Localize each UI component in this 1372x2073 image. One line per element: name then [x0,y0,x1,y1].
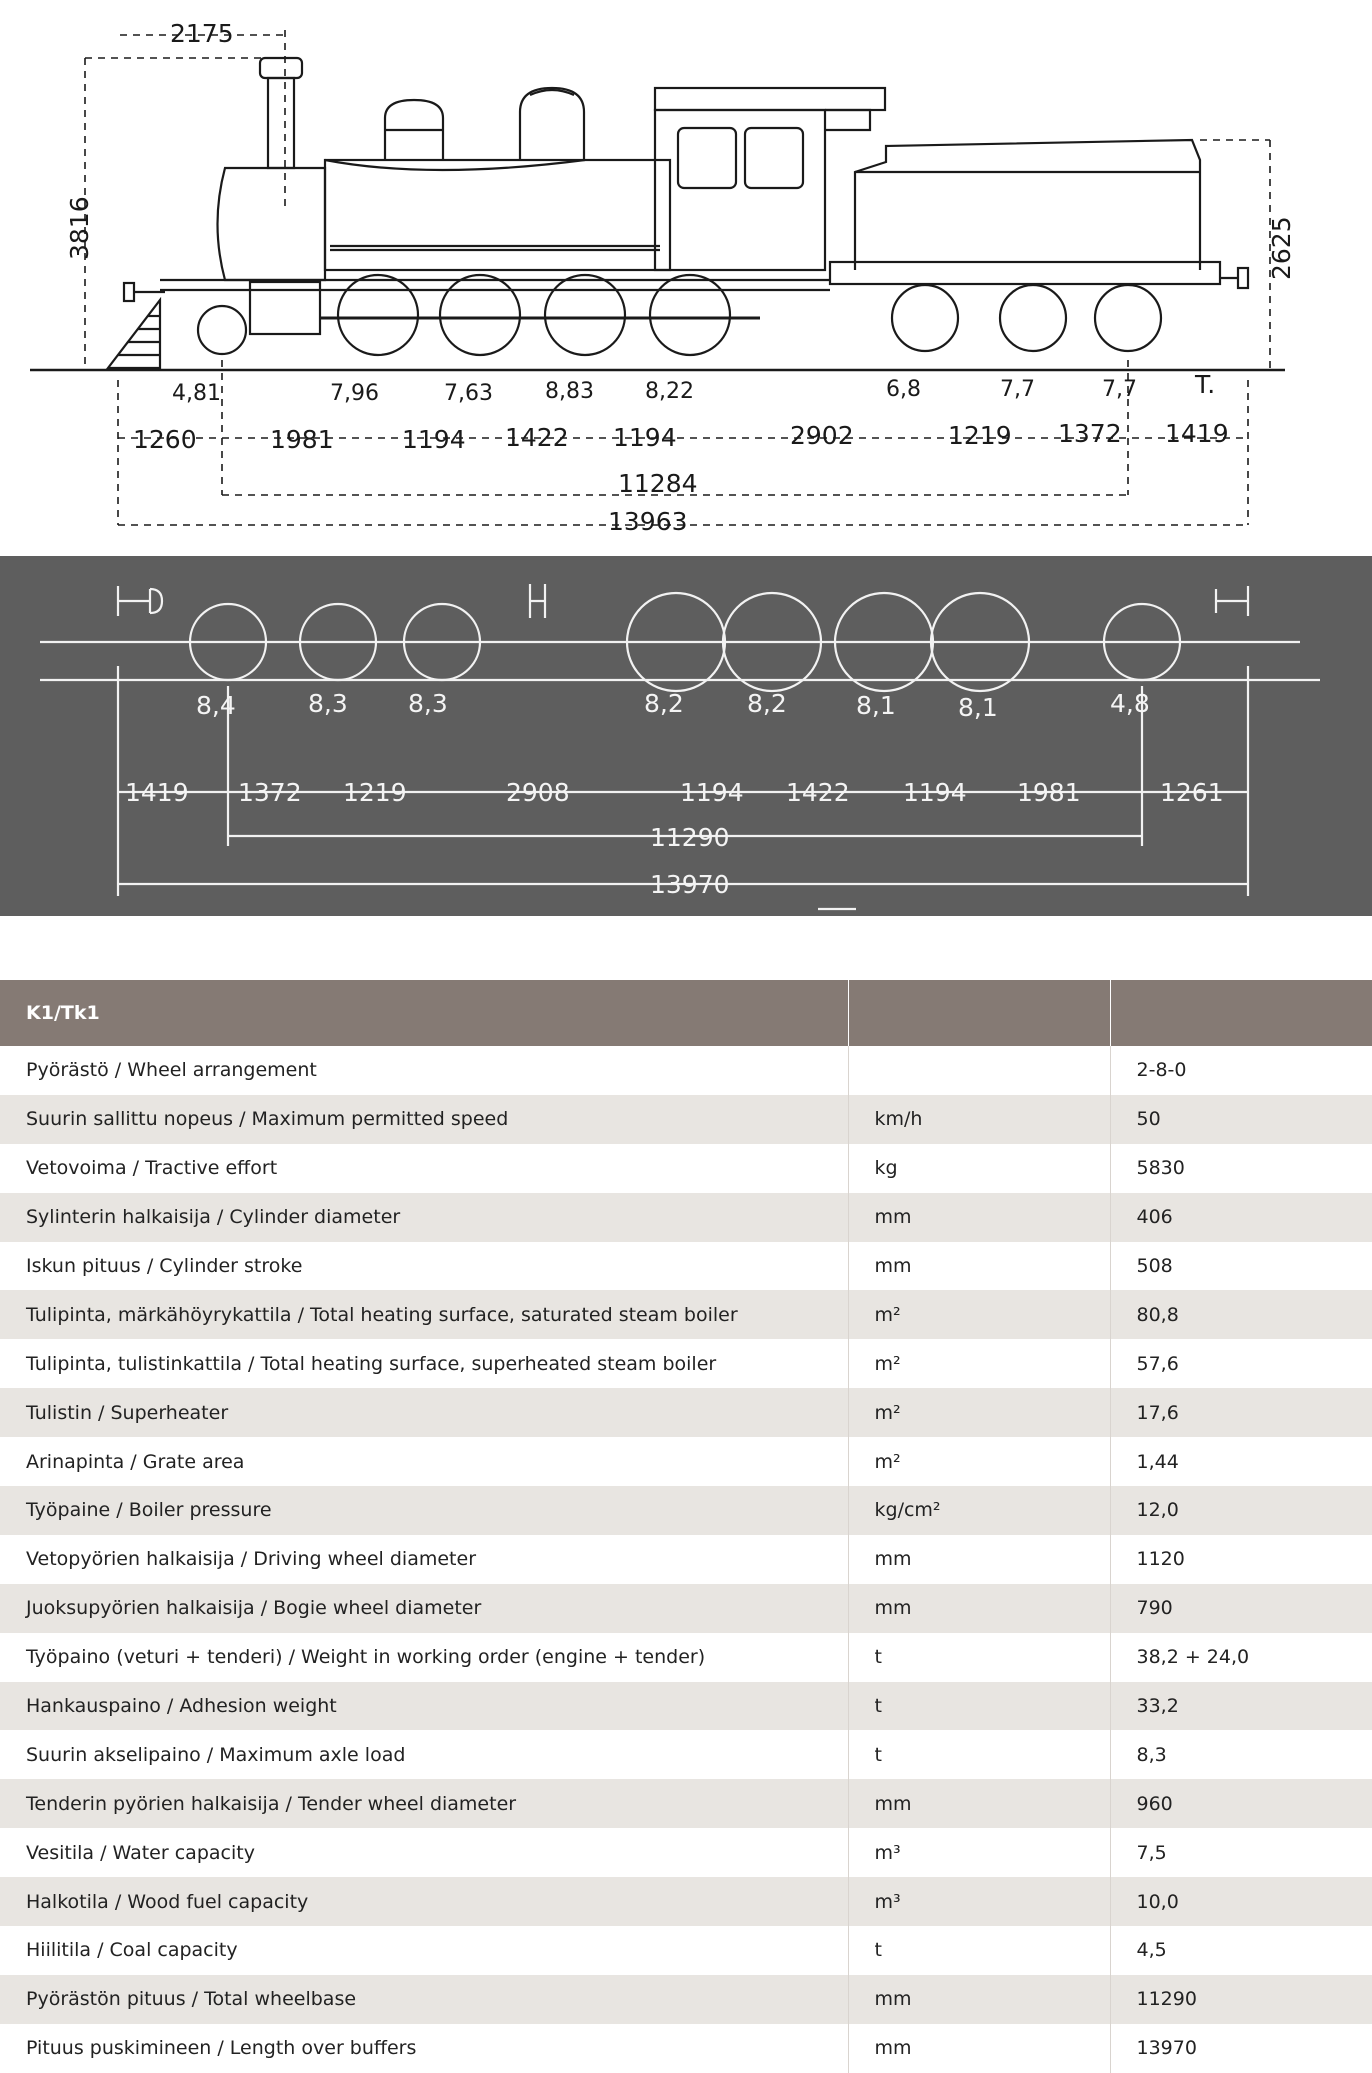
spec-value: 790 [1110,1584,1372,1633]
spec-unit: mm [848,1535,1110,1584]
table-header-value [1110,980,1372,1046]
axle-load-label: 7,7 [1102,377,1137,402]
spec-value: 1120 [1110,1535,1372,1584]
table-row [0,1779,1372,1828]
spec-unit: mm [848,1584,1110,1633]
spacing-label: 1219 [343,778,407,807]
axle-load-label: 7,96 [330,381,379,406]
spec-value: 960 [1110,1779,1372,1828]
axle-load-label: 8,3 [408,689,448,718]
length-label: 13970 [650,870,730,899]
specifications-table [0,980,1372,2073]
spec-unit: m³ [848,1877,1110,1926]
spec-unit: kg/cm² [848,1486,1110,1535]
spec-unit: t [848,1682,1110,1731]
spec-value: 80,8 [1110,1290,1372,1339]
spec-value: 57,6 [1110,1339,1372,1388]
spacing-label: 1219 [948,421,1012,450]
table-row [0,1193,1372,1242]
spec-label: Juoksupyörien halkaisija / Bogie wheel diameter [0,1584,848,1633]
spec-unit: mm [848,1193,1110,1242]
spec-label: Arinapinta / Grate area [0,1437,848,1486]
wheelbase-label: 11290 [650,823,730,852]
spec-unit: m² [848,1290,1110,1339]
spec-label: Työpaino (veturi + tenderi) / Weight in working order (engine + tender) [0,1633,848,1682]
table-title: K1/Tk1 [0,980,848,1046]
spec-label: Tulistin / Superheater [0,1388,848,1437]
spec-value: 1,44 [1110,1437,1372,1486]
table-row [0,1975,1372,2024]
table-row [0,1633,1372,1682]
axle-load-label: 6,8 [886,377,921,402]
spacing-label: 1194 [903,778,967,807]
spec-unit: m² [848,1388,1110,1437]
spec-value: 508 [1110,1242,1372,1291]
table-row [0,1290,1372,1339]
axle-load-label: 4,81 [172,381,221,406]
spec-label: Pituus puskimineen / Length over buffers [0,2024,848,2073]
axle-load-label: 8,83 [545,379,594,404]
table-row [0,1682,1372,1731]
spec-value: 10,0 [1110,1877,1372,1926]
spacing-label: 1194 [402,425,466,454]
spacing-label: 1261 [1160,778,1224,807]
spec-unit: t [848,1926,1110,1975]
spacing-label: 2902 [790,421,854,450]
dim-3816: 3816 [65,196,94,260]
spec-value: 50 [1110,1095,1372,1144]
spec-label: Hankauspaino / Adhesion weight [0,1682,848,1731]
axle-load-label: 8,4 [196,691,236,720]
table-row [0,1339,1372,1388]
spec-label: Suurin sallittu nopeus / Maximum permitted speed [0,1095,848,1144]
table-row [0,2024,1372,2073]
spacing-label: 1981 [270,425,334,454]
spec-unit: mm [848,2024,1110,2073]
spec-label: Halkotila / Wood fuel capacity [0,1877,848,1926]
spacing-label: 1981 [1017,778,1081,807]
spec-label: Suurin akselipaino / Maximum axle load [0,1730,848,1779]
spec-value: 406 [1110,1193,1372,1242]
spacing-label: 1419 [125,778,189,807]
table-header-unit [848,980,1110,1046]
spec-value: 4,5 [1110,1926,1372,1975]
wheel-load-diagram [0,556,1372,916]
spacing-label: 1372 [1058,419,1122,448]
table-row [0,1877,1372,1926]
length-label: 13963 [608,507,688,536]
spec-label: Vetopyörien halkaisija / Driving wheel diameter [0,1535,848,1584]
spacing-label: 2908 [506,778,570,807]
spacing-label: 1422 [786,778,850,807]
spec-label: Sylinterin halkaisija / Cylinder diameter [0,1193,848,1242]
spec-unit: km/h [848,1095,1110,1144]
spec-label: Iskun pituus / Cylinder stroke [0,1242,848,1291]
spec-value: 5830 [1110,1144,1372,1193]
spec-unit: t [848,1633,1110,1682]
dim-2175: 2175 [170,19,234,48]
spacing-label: 1194 [613,423,677,452]
spec-label: Tenderin pyörien halkaisija / Tender wheel diameter [0,1779,848,1828]
locomotive-outline [30,58,1285,370]
table-row [0,1144,1372,1193]
spec-unit: m² [848,1339,1110,1388]
table-row [0,1388,1372,1437]
axle-load-label: 8,2 [747,689,787,718]
spec-label: Vetovoima / Tractive effort [0,1144,848,1193]
spec-unit: mm [848,1779,1110,1828]
axle-load-label: 4,8 [1110,689,1150,718]
axle-load-label: 8,1 [958,693,998,722]
table-row [0,1046,1372,1095]
drawing-dimension-labels [65,19,1296,536]
spec-label: Pyörästö / Wheel arrangement [0,1046,848,1095]
spacing-label: 1419 [1165,419,1229,448]
table-row [0,1926,1372,1975]
table-row [0,1535,1372,1584]
spec-label: Työpaine / Boiler pressure [0,1486,848,1535]
spec-unit: mm [848,1975,1110,2024]
spec-value: 33,2 [1110,1682,1372,1731]
spacing-label: 1194 [680,778,744,807]
axle-load-label: 8,22 [645,379,694,404]
table-row [0,1095,1372,1144]
spec-unit: m³ [848,1828,1110,1877]
table-row [0,1437,1372,1486]
spec-unit: m² [848,1437,1110,1486]
axle-load-label: 7,63 [444,381,493,406]
wheelbase-label: 11284 [618,469,698,498]
spec-label: Tulipinta, märkähöyrykattila / Total heating surface, saturated steam boiler [0,1290,848,1339]
spec-unit: mm [848,1242,1110,1291]
axle-load-label: 7,7 [1000,377,1035,402]
spec-unit: kg [848,1144,1110,1193]
dim-2625: 2625 [1267,216,1296,280]
spec-value: 2-8-0 [1110,1046,1372,1095]
spec-value: 17,6 [1110,1388,1372,1437]
table-row [0,1828,1372,1877]
tender-mark: T. [1195,370,1216,399]
spec-label: Pyörästön pituus / Total wheelbase [0,1975,848,2024]
table-row [0,1584,1372,1633]
axle-load-label: 8,1 [856,691,896,720]
spec-label: Hiilitila / Coal capacity [0,1926,848,1975]
spec-label: Vesitila / Water capacity [0,1828,848,1877]
spacing-label: 1372 [238,778,302,807]
locomotive-side-elevation-drawing [0,0,1372,552]
table-row [0,1242,1372,1291]
table-body [0,1046,1372,2073]
spacing-label: 1422 [505,423,569,452]
spec-label: Tulipinta, tulistinkattila / Total heating surface, superheated steam boiler [0,1339,848,1388]
table-header-row [0,980,1372,1046]
spacing-label: 1260 [133,425,197,454]
spec-value: 12,0 [1110,1486,1372,1535]
spec-value: 7,5 [1110,1828,1372,1877]
spec-value: 11290 [1110,1975,1372,2024]
spec-unit [848,1046,1110,1095]
table-row [0,1730,1372,1779]
axle-load-label: 8,2 [644,689,684,718]
spec-value: 8,3 [1110,1730,1372,1779]
spec-value: 38,2 + 24,0 [1110,1633,1372,1682]
spec-unit: t [848,1730,1110,1779]
spec-value: 13970 [1110,2024,1372,2073]
table-row [0,1486,1372,1535]
axle-load-label: 8,3 [308,689,348,718]
